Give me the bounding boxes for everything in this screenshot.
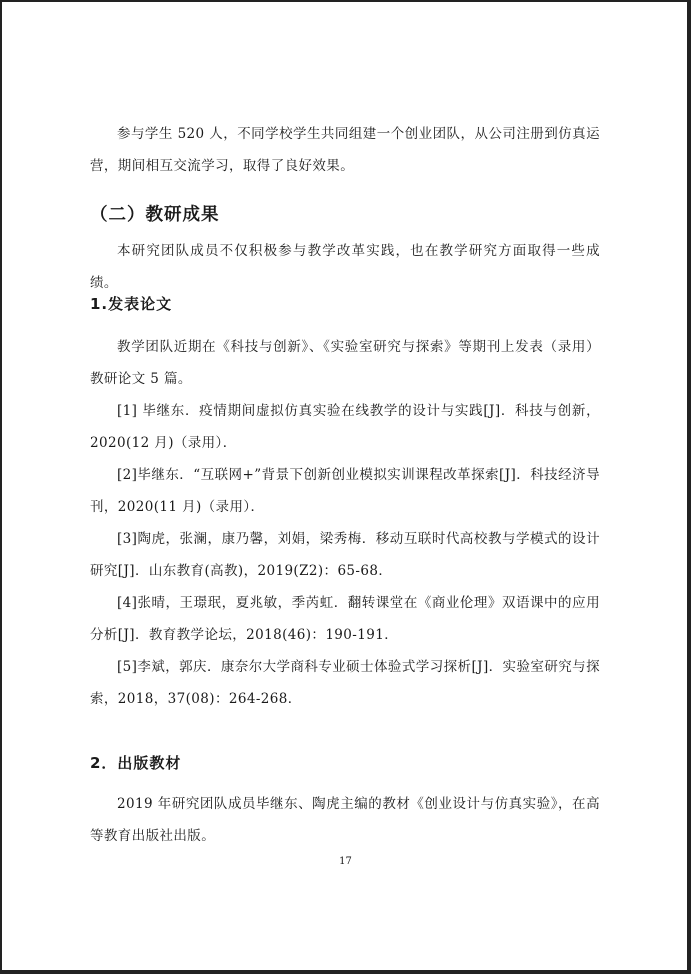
paper-item-2: [2]毕继东．“互联网+”背景下创新创业模拟实训课程改革探索[J]．科技经济导刊，2020(11 月)（录用）． — [90, 467, 600, 515]
section-2-block — [90, 203, 600, 227]
textbook-text: 2019 年研究团队成员毕继东、陶虎主编的教材《创业设计与仿真实验》，在高等教育出版社出版。 — [90, 796, 600, 844]
paper-item-3: [3]陶虎，张澜，康乃馨，刘娟，梁秀梅．移动互联时代高校教与学模式的设计研究[J]．山东教育(高教)，2019(Z2)：65-68． — [90, 531, 600, 579]
papers-heading: 1.发表论文 — [90, 295, 173, 313]
intro-paragraph: 参与学生 520 人，不同学校学生共同组建一个创业团队，从公司注册到仿真运营，期间相互交流学习，取得了良好效果。 — [90, 126, 600, 174]
section-2-intro: 本研究团队成员不仅积极参与教学改革实践，也在教学研究方面取得一些成绩。 — [90, 243, 600, 291]
paper-item-5: [5]李斌，郭庆．康奈尔大学商科专业硕士体验式学习探析[J]．实验室研究与探索，2018，37(08)：264-268． — [90, 659, 600, 707]
textbook-text-block — [90, 788, 600, 852]
page-number: 17 — [339, 856, 352, 867]
paper-item-1: [1] 毕继东．疫情期间虚拟仿真实验在线教学的设计与实践[J]．科技与创新，2020(12 月)（录用）． — [90, 403, 600, 451]
textbook-heading: 2．出版教材 — [90, 754, 182, 772]
section-2-intro-block — [90, 235, 600, 299]
section-2-heading: （二）教研成果 — [90, 205, 220, 225]
intro-paragraph-block — [90, 118, 600, 182]
textbook-heading-block — [90, 751, 600, 775]
papers-heading-block — [90, 292, 600, 316]
paper-item-4: [4]张晴，王璟珉，夏兆敏，季芮虹．翻转课堂在《商业伦理》双语课中的应用分析[J]．教育教学论坛，2018(46)：190-191． — [90, 595, 600, 643]
papers-list-block — [90, 331, 600, 715]
papers-intro: 教学团队近期在《科技与创新》、《实验室研究与探索》等期刊上发表（录用）教研论文 5 篇。 — [90, 339, 600, 387]
